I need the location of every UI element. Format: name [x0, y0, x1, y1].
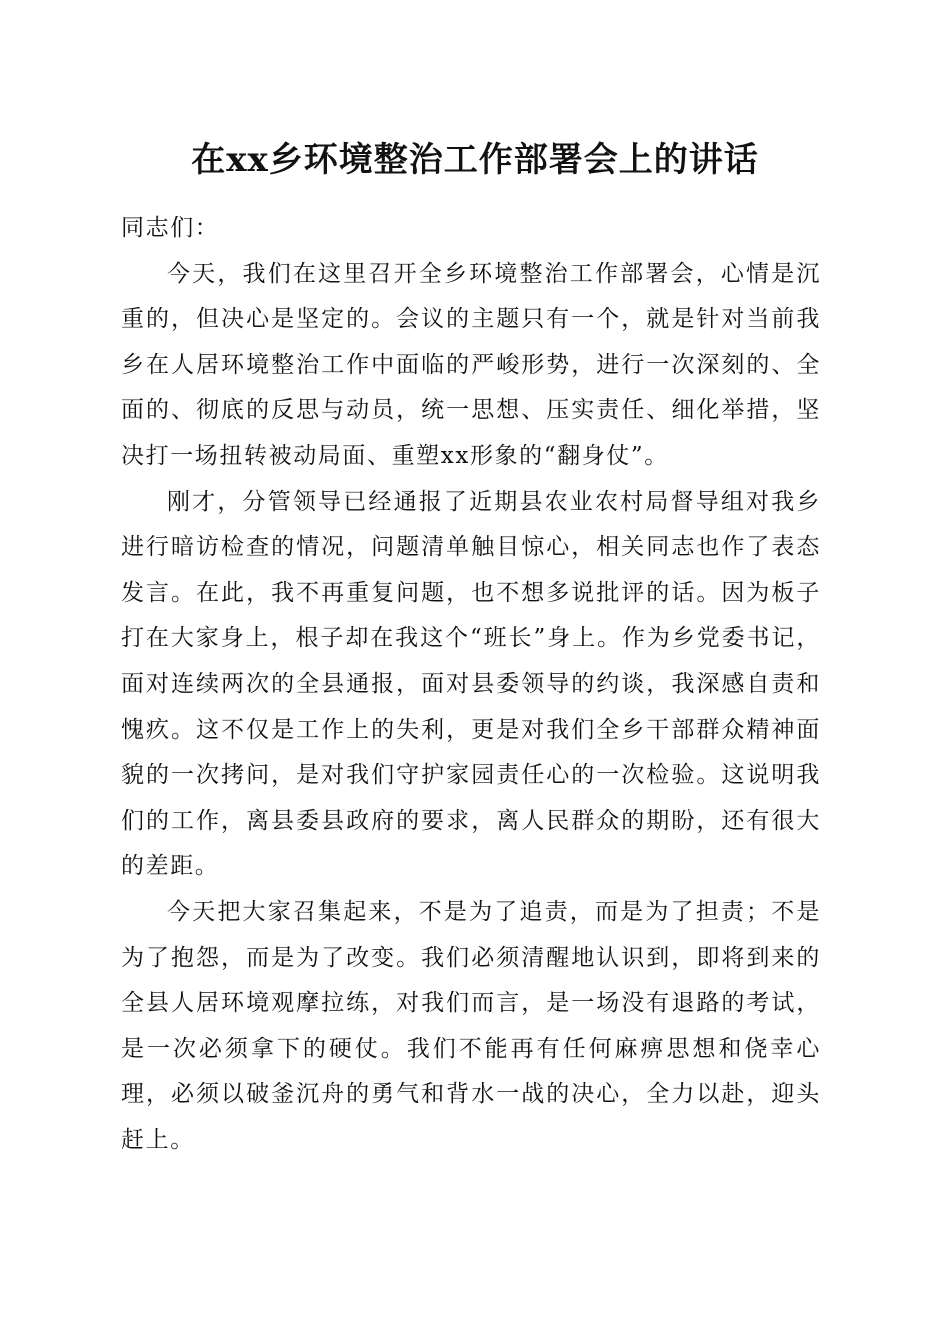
paragraph-1: 今天，我们在这里召开全乡环境整治工作部署会，心情是沉重的，但决心是坚定的。会议的主题只有一个，就是针对当前我乡在人居环境整治工作中面临的严峻形势，进行一次深刻的、全面的、彻底的反思与动员，统一思想、压实责任、细化举措，坚决打一场扭转被动局面、重塑xx形象的“翻身仗”。 — [121, 260, 821, 469]
salutation: 同志们： — [121, 215, 220, 241]
document-title: 在xx乡环境整治工作部署会上的讲话 — [191, 140, 759, 180]
paragraph-3: 今天把大家召集起来，不是为了追责，而是为了担责；不是为了抱怨，而是为了改变。我们必须清醒地认识到，即将到来的全县人居环境观摩拉练，对我们而言，是一场没有退路的考试，是一次必须拿下的硬仗。我们不能再有任何麻痹思想和侥幸心理，必须以破釜沉舟的勇气和背水一战的决心，全力以赴，迎头赶上。 — [121, 898, 821, 1153]
document-body — [121, 206, 821, 1163]
paragraph-2: 刚才，分管领导已经通报了近期县农业农村局督导组对我乡进行暗访检查的情况，问题清单触目惊心，相关同志也作了表态发言。在此，我不再重复问题，也不想多说批评的话。因为板子打在大家身上，根子却在我这个“班长”身上。作为乡党委书记，面对连续两次的全县通报，面对县委领导的约谈，我深感自责和愧疚。这不仅是工作上的失利，更是对我们全乡干部群众精神面貌的一次拷问，是对我们守护家园责任心的一次检验。这说明我们的工作，离县委县政府的要求，离人民群众的期盼，还有很大的差距。 — [121, 488, 821, 880]
